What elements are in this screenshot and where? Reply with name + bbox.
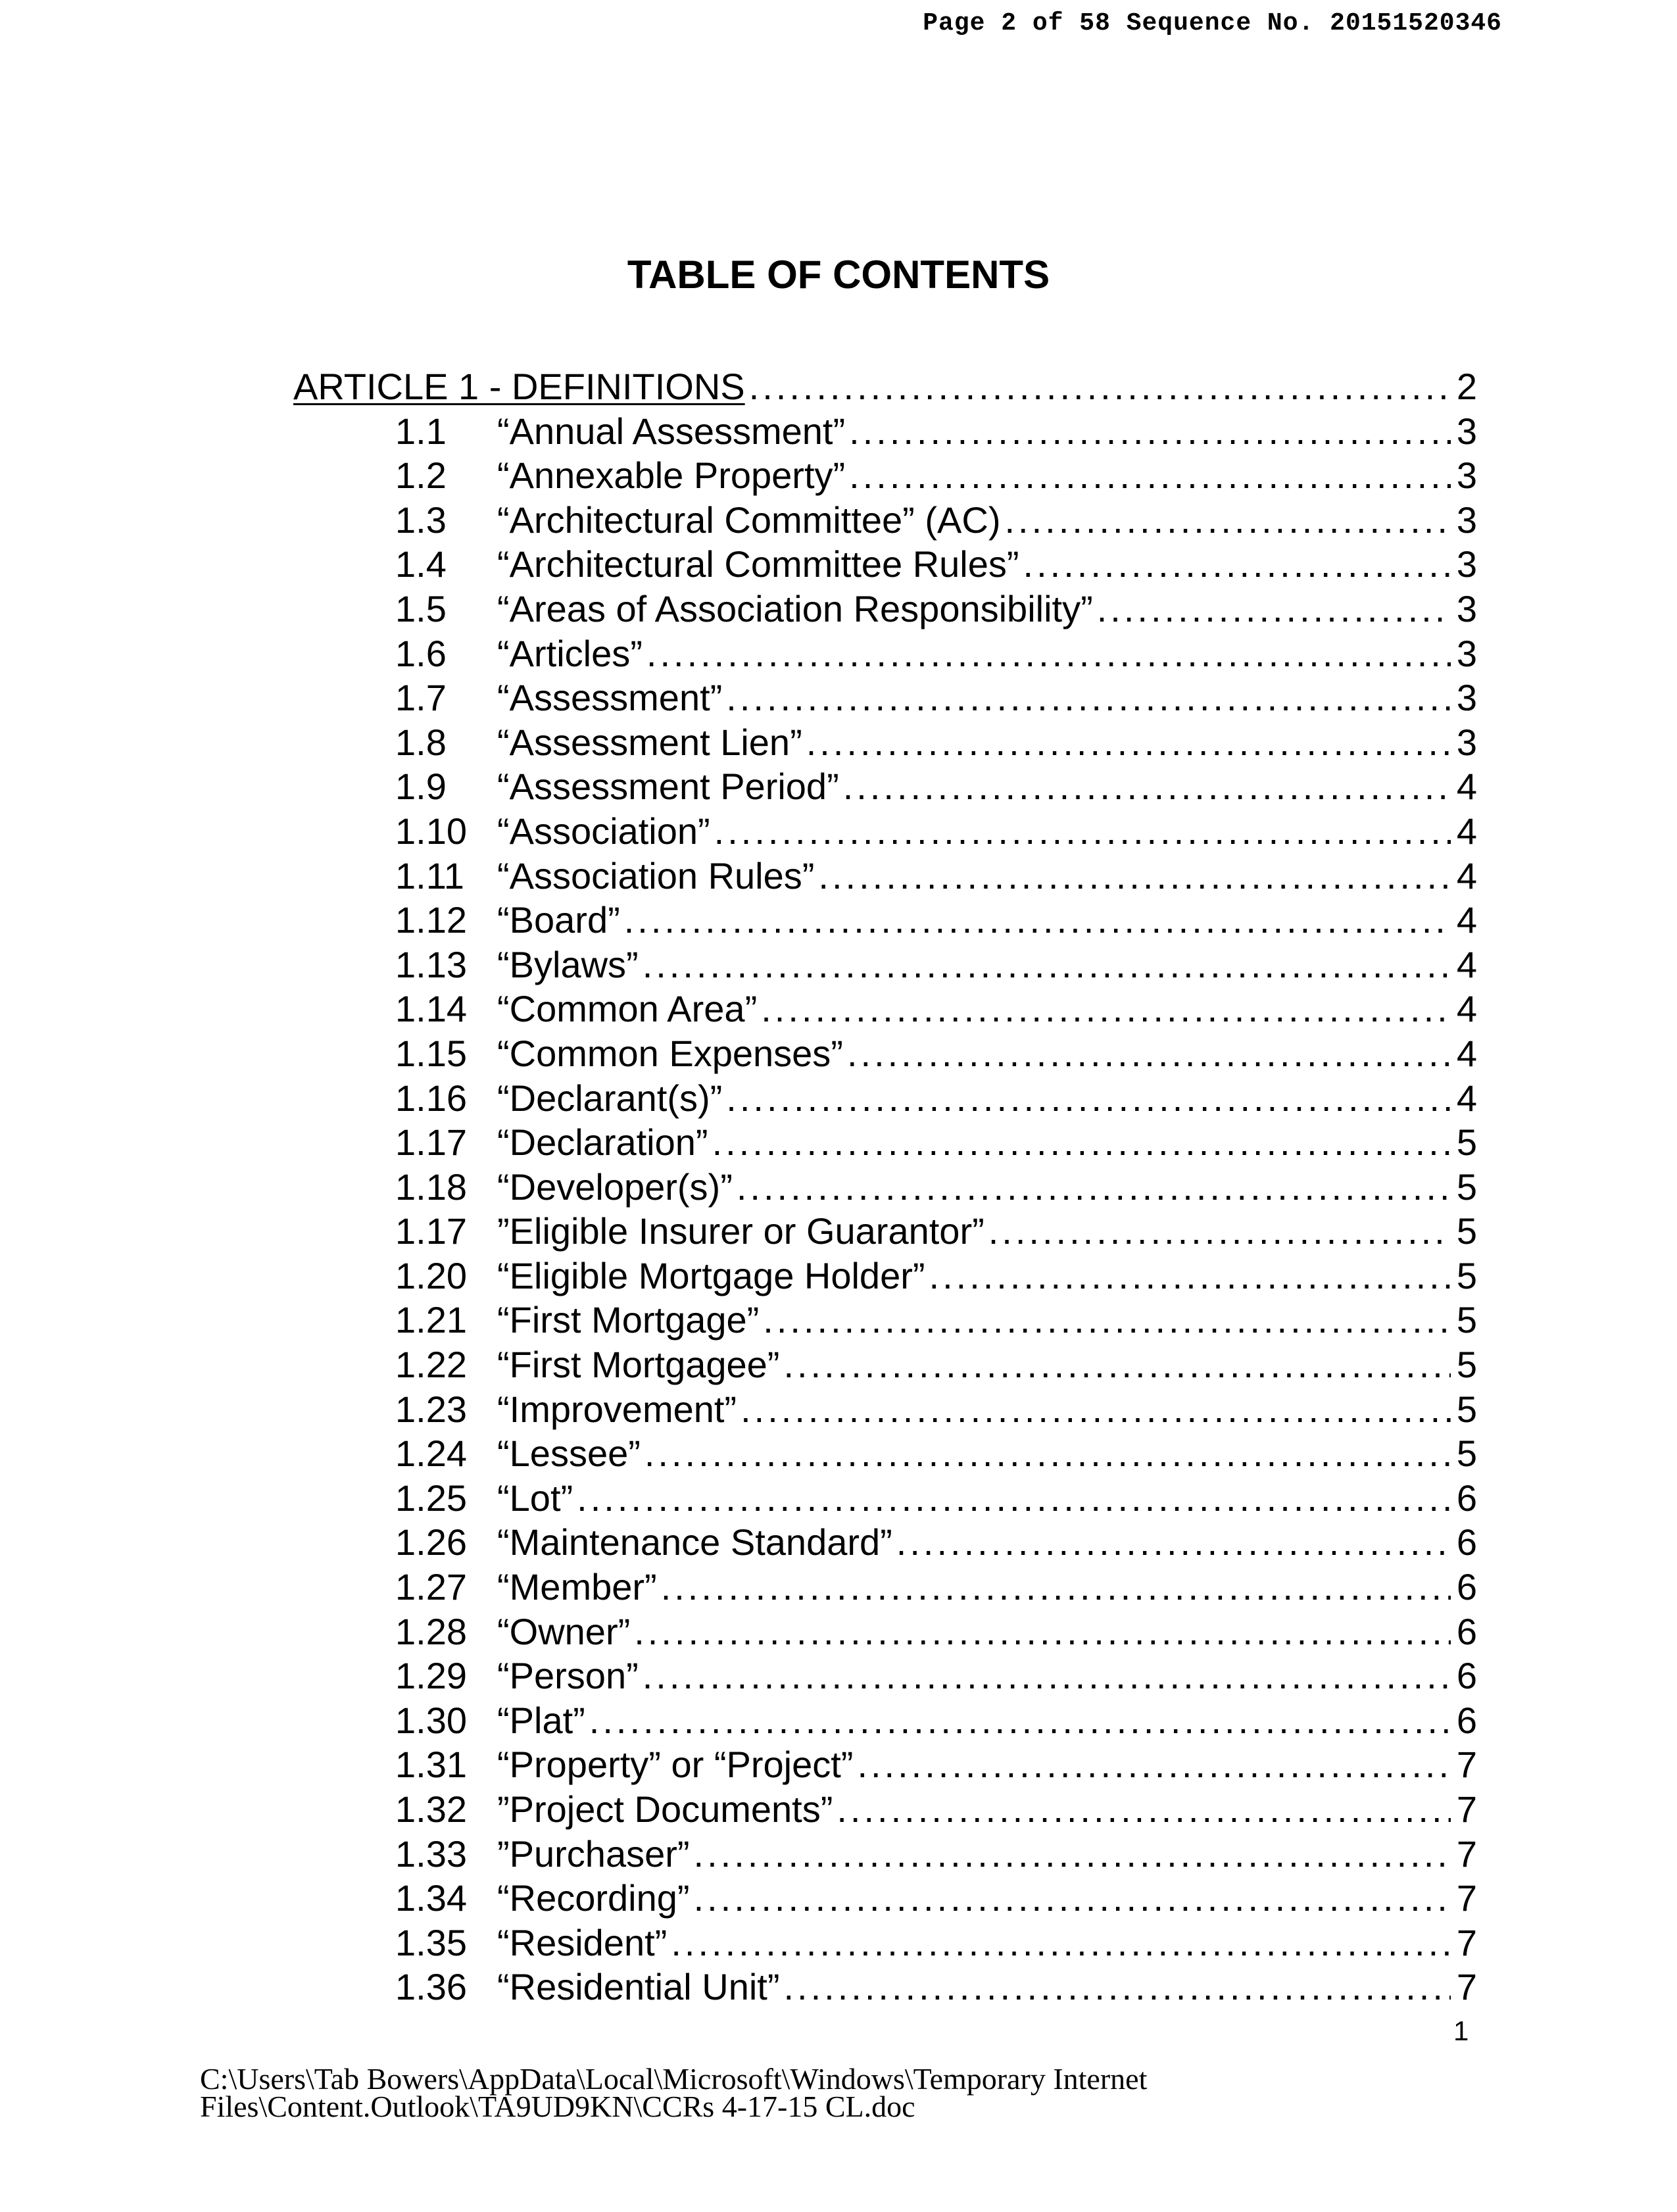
dot-leader: [643, 943, 1451, 987]
toc-entry[interactable]: [293, 1165, 1477, 1210]
toc-entry-label: “Architectural Committee” (AC): [497, 499, 1001, 541]
dot-leader: [818, 854, 1451, 898]
toc-entry-number: 1.24: [395, 1433, 467, 1475]
dot-leader: [726, 1076, 1451, 1121]
toc-entry-page: 7: [1456, 1921, 1477, 1963]
toc-entry[interactable]: [293, 1031, 1477, 1076]
toc-entry-page: 7: [1456, 1832, 1477, 1875]
toc-entry-page: 5: [1456, 1344, 1477, 1386]
toc-entry-number: 1.10: [395, 810, 467, 852]
dot-leader: [783, 1342, 1451, 1387]
toc-entry-page: 4: [1456, 1077, 1477, 1119]
toc-entry[interactable]: [293, 498, 1477, 543]
dot-leader: [694, 1832, 1451, 1877]
toc-entry-page: 4: [1456, 810, 1477, 852]
toc-entry-page: 7: [1456, 1788, 1477, 1830]
toc-entry-number: 1.13: [395, 943, 467, 985]
toc-entry[interactable]: [293, 1120, 1477, 1165]
toc-title: TABLE OF CONTENTS: [627, 253, 1050, 297]
dot-leader: [849, 453, 1451, 498]
toc-entry-label: “Plat”: [497, 1699, 585, 1741]
toc-entry-number: 1.26: [395, 1521, 467, 1563]
dot-leader: [847, 1031, 1451, 1076]
toc-entry[interactable]: [293, 1209, 1477, 1254]
toc-entry-page: 4: [1456, 988, 1477, 1030]
dot-leader: [761, 987, 1451, 1031]
toc-entry-number: 1.28: [395, 1610, 467, 1652]
toc-entry-page: 5: [1456, 1433, 1477, 1475]
toc-entry[interactable]: [293, 809, 1477, 854]
dot-leader: [589, 1698, 1451, 1743]
toc-entry-label: “Person”: [497, 1655, 639, 1697]
toc-entry[interactable]: [293, 1254, 1477, 1298]
dot-leader: [837, 1787, 1451, 1832]
toc-entry-label: “Articles”: [497, 632, 643, 674]
toc-entry-label: “Member”: [497, 1566, 657, 1608]
toc-entry-label: “Association Rules”: [497, 854, 815, 897]
toc-entry-label: “Declarant(s)”: [497, 1077, 723, 1119]
toc-entry-number: 1.3: [395, 499, 447, 541]
toc-entry-number: 1.20: [395, 1254, 467, 1296]
dot-leader: [661, 1565, 1451, 1610]
toc-entry-label: “Assessment Lien”: [497, 721, 802, 763]
toc-entry-page: 6: [1456, 1477, 1477, 1519]
dot-leader: [643, 1654, 1451, 1698]
toc-entry-page: 5: [1456, 1254, 1477, 1296]
dot-leader: [896, 1520, 1451, 1565]
toc-entry-label: “Maintenance Standard”: [497, 1521, 892, 1563]
toc-entries-list: [293, 409, 1477, 2009]
dot-leader: [806, 720, 1451, 765]
toc-entry-number: 1.35: [395, 1921, 467, 1963]
footer-path-line-1: C:\Users\Tab Bowers\AppData\Local\Microsoft\Windows\Temporary Internet: [200, 2062, 1148, 2096]
toc-entry-label: “Board”: [497, 899, 620, 941]
toc-entry-number: 1.4: [395, 543, 447, 585]
toc-entry-number: 1.17: [395, 1210, 467, 1252]
dot-leader: [714, 809, 1451, 854]
toc-entry-page: 7: [1456, 1877, 1477, 1919]
dot-leader: [646, 631, 1451, 676]
toc-entry-page: 5: [1456, 1388, 1477, 1430]
toc-entry[interactable]: [293, 1787, 1477, 1832]
dot-leader: [726, 676, 1451, 720]
toc-entry-label: “First Mortgagee”: [497, 1344, 780, 1386]
dot-leader: [671, 1921, 1451, 1965]
toc-entry[interactable]: [293, 587, 1477, 631]
toc-entry-number: 1.12: [395, 899, 467, 941]
toc-entry[interactable]: [293, 1431, 1477, 1476]
toc-entry-label: “Property” or “Project”: [497, 1744, 854, 1786]
toc-entry[interactable]: [293, 1698, 1477, 1743]
toc-entry[interactable]: [293, 1610, 1477, 1654]
toc-entry-page: 7: [1456, 1744, 1477, 1786]
toc-entry-label: “Association”: [497, 810, 710, 852]
dot-leader: [712, 1120, 1451, 1165]
dot-leader: [784, 1965, 1451, 2009]
dot-leader: [749, 364, 1451, 409]
toc-entry-page: 3: [1456, 632, 1477, 674]
dot-leader: [624, 898, 1451, 943]
footer-file-path: [200, 2062, 1148, 2123]
toc-entry-number: 1.23: [395, 1388, 467, 1430]
toc-entry-label: ”Eligible Insurer or Guarantor”: [497, 1210, 984, 1252]
toc-entry-label: “Residential Unit”: [497, 1966, 780, 2008]
toc-entry[interactable]: [293, 1520, 1477, 1565]
toc-entry-label: ”Purchaser”: [497, 1832, 690, 1875]
toc-entry-number: 1.6: [395, 632, 447, 674]
toc-entry[interactable]: [293, 453, 1477, 498]
toc-entry-page: 5: [1456, 1121, 1477, 1164]
toc-entry-number: 1.27: [395, 1566, 467, 1608]
toc-entry[interactable]: [293, 1476, 1477, 1521]
toc-entry-page: 3: [1456, 587, 1477, 629]
toc-entry-page: 6: [1456, 1610, 1477, 1652]
article-heading: ARTICLE 1 - DEFINITIONS: [293, 366, 745, 407]
toc-entry-label: “Eligible Mortgage Holder”: [497, 1254, 925, 1296]
toc-entry[interactable]: [293, 1076, 1477, 1121]
toc-entry-number: 1.21: [395, 1299, 467, 1341]
toc-entry-page: 6: [1456, 1521, 1477, 1563]
toc-entry-page: 4: [1456, 766, 1477, 808]
toc-entry-label: “Improvement”: [497, 1388, 737, 1430]
toc-entry[interactable]: [293, 1876, 1477, 1921]
toc-entry[interactable]: [293, 542, 1477, 587]
toc-entry[interactable]: [293, 1565, 1477, 1610]
toc-entry-label: ”Project Documents”: [497, 1788, 833, 1830]
toc-entry-number: 1.17: [395, 1121, 467, 1164]
toc-entry-label: “Resident”: [497, 1921, 668, 1963]
toc-entry-label: “Architectural Committee Rules”: [497, 543, 1019, 585]
toc-entry-label: “Annual Assessment”: [497, 410, 846, 452]
toc-entry-number: 1.16: [395, 1077, 467, 1119]
page-number: 1: [1453, 2015, 1469, 2046]
dot-leader: [1004, 498, 1451, 543]
toc-entry-label: “Common Expenses”: [497, 1032, 843, 1074]
toc-entry-page: 4: [1456, 943, 1477, 985]
toc-entry[interactable]: [293, 1342, 1477, 1387]
toc-entry-page: 3: [1456, 543, 1477, 585]
toc-entry[interactable]: [293, 764, 1477, 809]
toc-entry-label: “Assessment”: [497, 677, 723, 719]
toc-entry-number: 1.32: [395, 1788, 467, 1830]
dot-leader: [763, 1298, 1451, 1342]
toc-entry[interactable]: [293, 631, 1477, 676]
toc-entry-page: 4: [1456, 1032, 1477, 1074]
toc-entry-page: 5: [1456, 1166, 1477, 1208]
toc-entry-page: 6: [1456, 1655, 1477, 1697]
toc-entry[interactable]: [293, 676, 1477, 720]
toc-entry-label: “Assessment Period”: [497, 766, 839, 808]
dot-leader: [843, 764, 1451, 809]
toc-entry-label: “First Mortgage”: [497, 1299, 760, 1341]
toc-entry-page: 3: [1456, 455, 1477, 497]
toc-entry-number: 1.7: [395, 677, 447, 719]
toc-entry-page: 5: [1456, 1299, 1477, 1341]
toc-entry-label: “Lot”: [497, 1477, 573, 1519]
toc-entry[interactable]: [293, 1387, 1477, 1432]
toc-entry-number: 1.14: [395, 988, 467, 1030]
toc-entry-page: 3: [1456, 499, 1477, 541]
toc-entry-label: “Bylaws”: [497, 943, 639, 985]
dot-leader: [857, 1742, 1451, 1787]
dot-leader: [929, 1254, 1451, 1298]
dot-leader: [737, 1165, 1451, 1210]
toc-entry-page: 4: [1456, 854, 1477, 897]
toc-entry-page: 4: [1456, 899, 1477, 941]
toc-entry-number: 1.18: [395, 1166, 467, 1208]
dot-leader: [988, 1209, 1451, 1254]
toc-entry-number: 1.1: [395, 410, 447, 452]
toc-entry-number: 1.30: [395, 1699, 467, 1741]
toc-entry-label: “Owner”: [497, 1610, 631, 1652]
toc-entry-page: 3: [1456, 677, 1477, 719]
footer-path-line-2: Files\Content.Outlook\TA9UD9KN\CCRs 4-17-15 CL.doc: [200, 2090, 915, 2123]
toc-entry-page: 5: [1456, 1210, 1477, 1252]
toc-entry-number: 1.22: [395, 1344, 467, 1386]
toc-entry-number: 1.36: [395, 1966, 467, 2008]
toc-entry-page: 3: [1456, 410, 1477, 452]
toc-entry-page: 7: [1456, 1966, 1477, 2008]
dot-leader: [694, 1876, 1451, 1921]
toc-entry[interactable]: [293, 1298, 1477, 1342]
toc-entry[interactable]: [293, 1832, 1477, 1877]
toc-article-row[interactable]: [293, 364, 1477, 409]
toc-entry-number: 1.25: [395, 1477, 467, 1519]
toc-entry-number: 1.29: [395, 1655, 467, 1697]
dot-leader: [1023, 542, 1451, 587]
toc-entry-number: 1.15: [395, 1032, 467, 1074]
toc-entry-number: 1.2: [395, 455, 447, 497]
dot-leader: [577, 1476, 1451, 1521]
toc-entry-number: 1.31: [395, 1744, 467, 1786]
toc-entry-page: 6: [1456, 1699, 1477, 1741]
dot-leader: [644, 1431, 1451, 1476]
toc-entry-label: “Annexable Property”: [497, 455, 846, 497]
toc-entry-number: 1.9: [395, 766, 447, 808]
toc-entry-page: 3: [1456, 721, 1477, 763]
dot-leader: [634, 1610, 1451, 1654]
toc-entry-number: 1.5: [395, 587, 447, 629]
toc-entry[interactable]: [293, 943, 1477, 987]
toc-entry-number: 1.11: [395, 854, 464, 897]
article-page-number: 2: [1456, 366, 1477, 407]
toc-entry-label: “Developer(s)”: [497, 1166, 733, 1208]
toc-entry-number: 1.8: [395, 721, 447, 763]
dot-leader: [1097, 587, 1451, 631]
toc-entry-number: 1.33: [395, 1832, 467, 1875]
toc-entry[interactable]: [293, 720, 1477, 765]
page-sequence-stamp: Page 2 of 58 Sequence No. 20151520346: [923, 9, 1502, 37]
toc-entry[interactable]: [293, 1965, 1477, 2009]
toc-entry-page: 6: [1456, 1566, 1477, 1608]
toc-entry[interactable]: [293, 987, 1477, 1031]
toc-entry[interactable]: [293, 1742, 1477, 1787]
toc-entry-label: “Recording”: [497, 1877, 690, 1919]
toc-entry-label: “Lessee”: [497, 1433, 641, 1475]
toc-entry[interactable]: [293, 854, 1477, 898]
toc-entry[interactable]: [293, 898, 1477, 943]
toc-entry[interactable]: [293, 1921, 1477, 1965]
toc-entry-label: “Common Area”: [497, 988, 758, 1030]
toc-entry-label: “Declaration”: [497, 1121, 708, 1164]
dot-leader: [741, 1387, 1451, 1432]
toc-entry-number: 1.34: [395, 1877, 467, 1919]
toc-entry-label: “Areas of Association Responsibility”: [497, 587, 1093, 629]
table-of-contents: [293, 364, 1477, 2009]
toc-entry[interactable]: [293, 1654, 1477, 1698]
toc-entry[interactable]: [293, 409, 1477, 454]
dot-leader: [849, 409, 1451, 454]
